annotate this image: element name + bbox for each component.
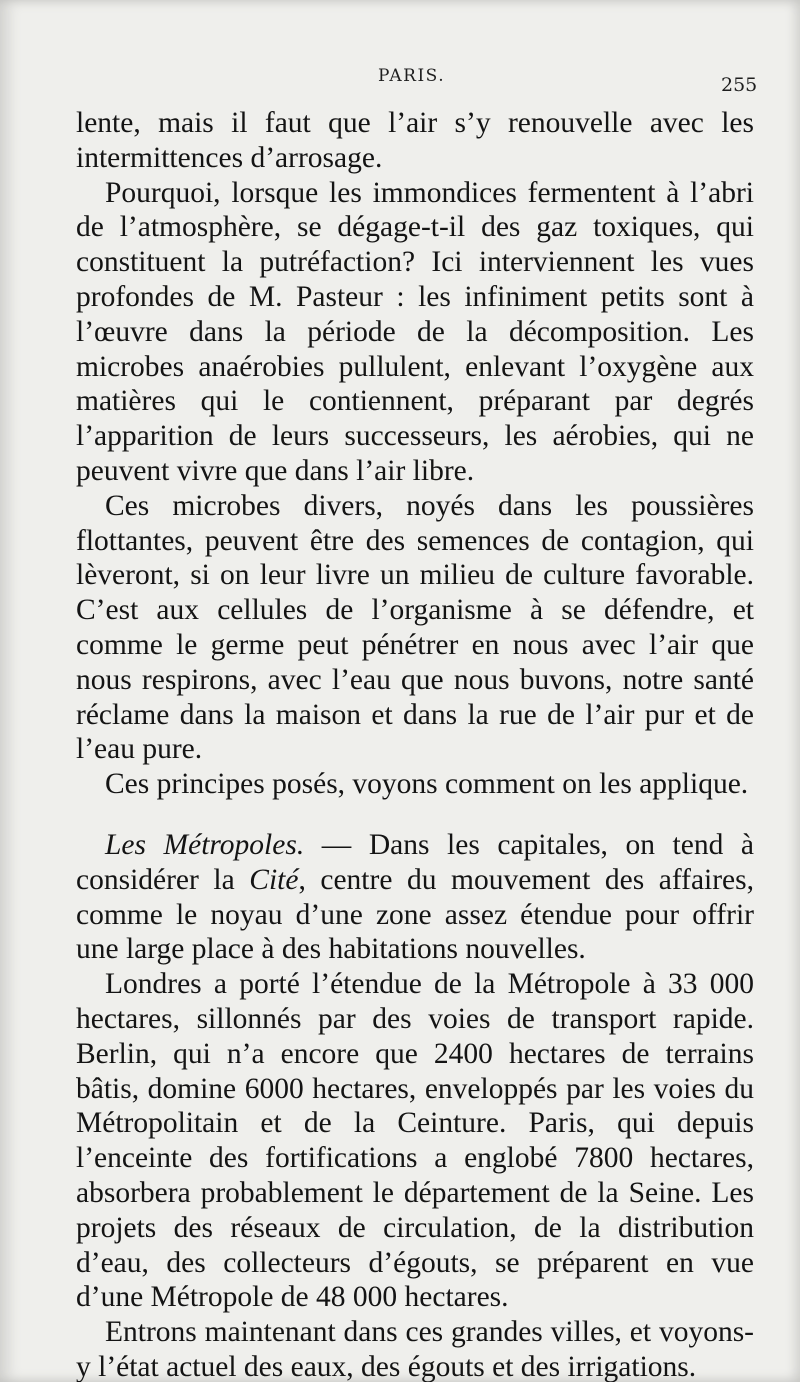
running-head: PARIS. — [378, 66, 446, 86]
paragraph: Ces microbes divers, noyés dans les poussières flottantes, peuvent être des semences de contagion, qui lèveront, si on leur livre un milieu de culture favorable. C’est aux cellules de l’organisme à se défendre, et comme le germe peut pénétrer en nous avec l’air que nous respirons, avec l’eau que nous buvons, notre santé réclame dans la maison et dans la rue de l’air pur et de l’eau pure. — [76, 489, 754, 766]
paragraph: Pourquoi, lorsque les immondices fermentent à l’abri de l’atmosphère, se dégage-t-il des gaz toxiques, qui constituent la putréfaction? Ici interviennent les vues profondes de M. Pasteur : les infiniment petits sont à l’œuvre dans la période de la décomposition. Les microbes anaérobies pullulent, enlevant l’oxygène aux matières qui le contiennent, préparant par degrés l’apparition de leurs successeurs, les aérobies, qui ne peuvent vivre que dans l’air libre. — [76, 176, 754, 487]
paragraph-text: , centre du mouvement des affaires, comme le noyau d’une zone assez étendue pour offrir une large place à des habitations nouvelles. — [76, 863, 754, 966]
section-paragraph-metropoles — [76, 828, 754, 967]
paragraph: Londres a porté l’étendue de la Métropole à 33 000 hectares, sillonnés par des voies de transport rapide. Berlin, qui n’a encore que 2400 hectares de terrains bâtis, domine 6000 hectares, enveloppés par les voies du Métropolitain et de la Ceinture. Paris, qui depuis l’enceinte des fortifications a englobé 7800 hectares, absorbera probablement le département de la Seine. Les projets des réseaux de circulation, de la distribution d’eau, des collecteurs d’égouts, se préparent en vue d’une Métropole de 48 000 hectares. — [76, 968, 754, 1314]
paragraph: Ces principes posés, voyons comment on les applique. — [105, 768, 749, 801]
paragraph-text: — Dans les capitales, on tend à considérer la — [76, 828, 755, 896]
section-heading: Les Métropoles. — [105, 828, 305, 861]
page-number: 255 — [721, 74, 758, 96]
body-text — [76, 106, 754, 1382]
paragraph: lente, mais il faut que l’air s’y renouvelle avec les intermittences d’arrosage. — [76, 107, 754, 174]
emphasized-term: Cité — [249, 863, 299, 896]
page-header — [0, 62, 800, 96]
paragraph: Entrons maintenant dans ces grandes villes, et voyons-y l’état actuel des eaux, des égouts et des irrigations. — [76, 1316, 754, 1382]
